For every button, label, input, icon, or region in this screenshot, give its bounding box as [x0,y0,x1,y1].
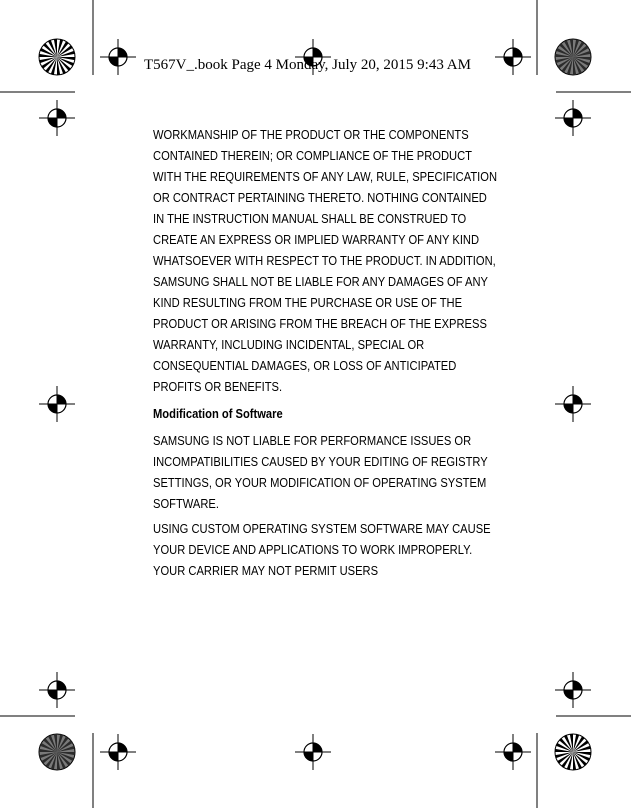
starburst-top-left [39,39,75,75]
starburst-bottom-left [39,734,75,770]
starburst-bottom-right [555,734,591,770]
registration-mark-top-right [495,39,531,75]
registration-mark-right-middle [555,386,591,422]
registration-mark-left-middle [39,386,75,422]
custom-os-paragraph: USING CUSTOM OPERATING SYSTEM SOFTWARE MAY CAUSE YOUR DEVICE AND APPLICATIONS TO WORK IMPROPERLY. YOUR CARRIER MAY NOT PERMIT USERS [153,521,491,578]
starburst-top-right [555,39,591,75]
registration-mark-right-bottom [555,672,591,708]
registration-mark-left-bottom [39,672,75,708]
document-body [153,124,498,581]
print-slug: T567V_.book Page 4 Monday, July 20, 2015 9:43 AM [144,57,471,73]
registration-mark-right-top [555,100,591,136]
registration-mark-left-top [39,100,75,136]
registration-mark-bottom-right [495,734,531,770]
registration-mark-bottom-center [295,734,331,770]
registration-mark-bottom-left [100,734,136,770]
section-heading: Modification of Software [153,406,283,421]
modification-paragraph: SAMSUNG IS NOT LIABLE FOR PERFORMANCE ISSUES OR INCOMPATIBILITIES CAUSED BY YOUR EDITING OF REGISTRY SETTINGS, OR YOUR MODIFICATION OF OPERATING SYSTEM SOFTWARE. [153,433,488,511]
warranty-paragraph: WORKMANSHIP OF THE PRODUCT OR THE COMPONENTS CONTAINED THEREIN; OR COMPLIANCE OF THE PRODUCT WITH THE REQUIREMENTS OF ANY LAW, RULE, SPECIFICATION OR CONTRACT PERTAINING THERETO. NOTHING CONTAINED IN THE INSTRUCTION MANUAL SHALL BE CONSTRUED TO CREATE AN EXPRESS OR IMPLIED WARRANTY OF ANY KIND WHATSOEVER WITH RESPECT TO THE PRODUCT. IN ADDITION, SAMSUNG SHALL NOT BE LIABLE FOR ANY DAMAGES OF ANY KIND RESULTING FROM THE PURCHASE OR USE OF THE PRODUCT OR ARISING FROM THE BREACH OF THE EXPRESS WARRANTY, INCLUDING INCIDENTAL, SPECIAL OR CONSEQUENTIAL DAMAGES, OR LOSS OF ANTICIPATED PROFITS OR BENEFITS. [153,127,498,394]
registration-mark-top-left [100,39,136,75]
